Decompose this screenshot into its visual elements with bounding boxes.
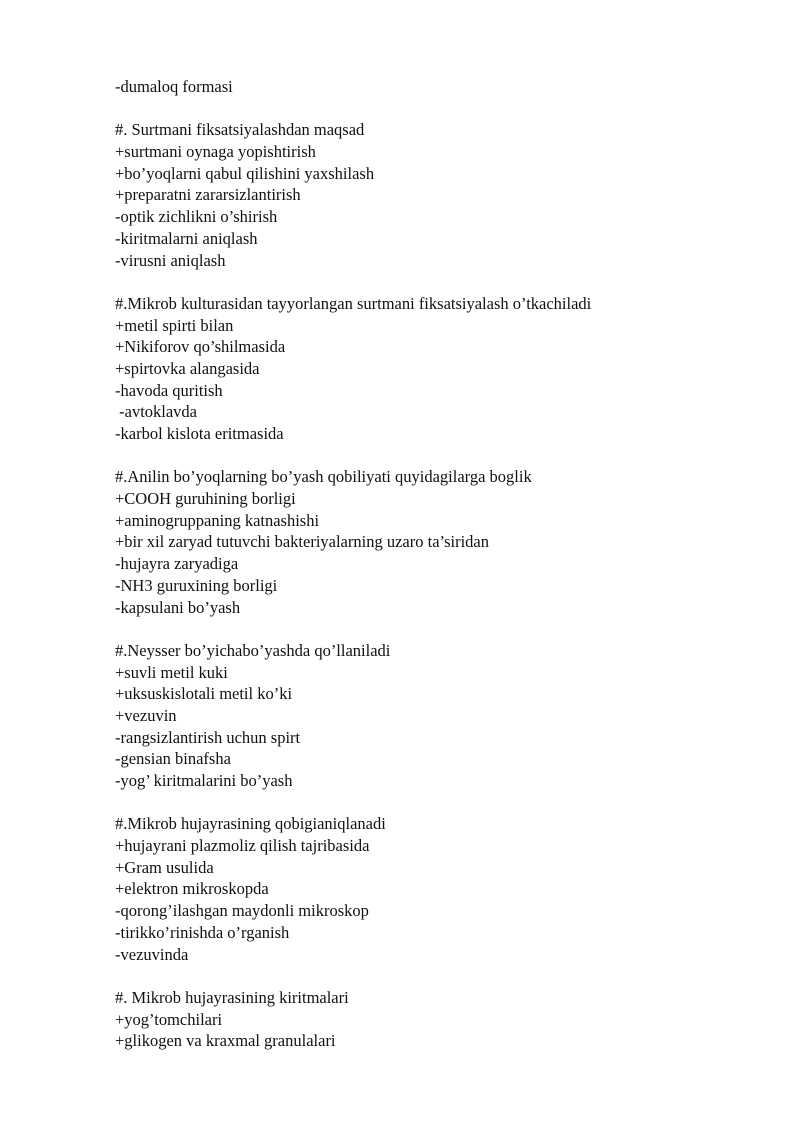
wrong-answer-line: -kiritmalarni aniqlash [115, 228, 258, 248]
wrong-answer-line: -vezuvinda [115, 944, 189, 964]
wrong-answer-line: -optik zichlikni o’shirish [115, 207, 278, 227]
correct-answer-line: +elektron mikroskopda [115, 879, 269, 899]
correct-answer-line: +preparatni zararsizlantirish [115, 185, 301, 205]
correct-answer-line: +suvli metil kuki [115, 662, 228, 682]
wrong-answer-line: -avtoklavda [115, 402, 198, 422]
correct-answer-line: +aminogruppaning katnashishi [115, 510, 320, 530]
wrong-answer-line: -hujayra zaryadiga [115, 554, 239, 574]
wrong-answer-line: -gensian binafsha [115, 749, 231, 769]
blank-line [115, 965, 755, 987]
question-heading: #.Mikrob kulturasidan tayyorlangan surtmani fiksatsiyalash o’tkachiladi [115, 293, 592, 313]
wrong-answer-line: -virusni aniqlash [115, 250, 226, 270]
question-heading: #. Mikrob hujayrasining kiritmalari [115, 987, 349, 1007]
wrong-answer-line: -rangsizlantirish uchun spirt [115, 727, 301, 747]
question-heading: #.Neysser bo’yichabo’yashda qo’llaniladi [115, 640, 391, 660]
wrong-answer-line: -karbol kislota eritmasida [115, 424, 284, 443]
question-heading: #. Surtmani fiksatsiyalashdan maqsad [115, 120, 365, 140]
wrong-answer-line: -tirikko’rinishda o’rganish [115, 922, 290, 942]
question-heading: #.Anilin bo’yoqlarning bo’yash qobiliyati quyidagilarga boglik [115, 467, 532, 487]
correct-answer-line: +yog’tomchilari [115, 1009, 223, 1029]
blank-line [115, 792, 755, 814]
wrong-answer-line: -NH3 guruxining borligi [115, 575, 278, 595]
correct-answer-line: +metil spirti bilan [115, 315, 234, 335]
question-heading: #.Mikrob hujayrasining qobigianiqlanadi [115, 814, 386, 834]
blank-line [115, 618, 755, 640]
blank-line [115, 271, 755, 293]
wrong-answer-line: -havoda quritish [115, 380, 223, 400]
document-page [115, 76, 755, 1052]
wrong-answer-line: -kapsulani bo’yash [115, 597, 241, 617]
correct-answer-line: +surtmani oynaga yopishtirish [115, 142, 316, 162]
wrong-answer-line: -dumaloq formasi [115, 77, 233, 96]
correct-answer-line: +glikogen va kraxmal granulalari [115, 1031, 336, 1051]
correct-answer-line: +COOH guruhining borligi [115, 489, 296, 509]
wrong-answer-line: -yog’ kiritmalarini bo’yash [115, 771, 293, 790]
wrong-answer-line: -qorong’ilashgan maydonli mikroskop [115, 901, 369, 921]
correct-answer-line: +bo’yoqlarni qabul qilishini yaxshilash [115, 163, 375, 183]
correct-answer-line: +uksuskislotali metil ko’ki [115, 684, 293, 704]
correct-answer-line: +bir xil zaryad tutuvchi bakteriyalarning uzaro ta’siridan [115, 532, 490, 552]
blank-line [115, 98, 755, 120]
correct-answer-line: +Gram usulida [115, 857, 214, 877]
correct-answer-line: +hujayrani plazmoliz qilish tajribasida [115, 836, 370, 856]
correct-answer-line: +spirtovka alangasida [115, 358, 260, 378]
correct-answer-line: +Nikiforov qo’shilmasida [115, 337, 286, 357]
blank-line [115, 445, 755, 467]
correct-answer-line: +vezuvin [115, 705, 177, 725]
